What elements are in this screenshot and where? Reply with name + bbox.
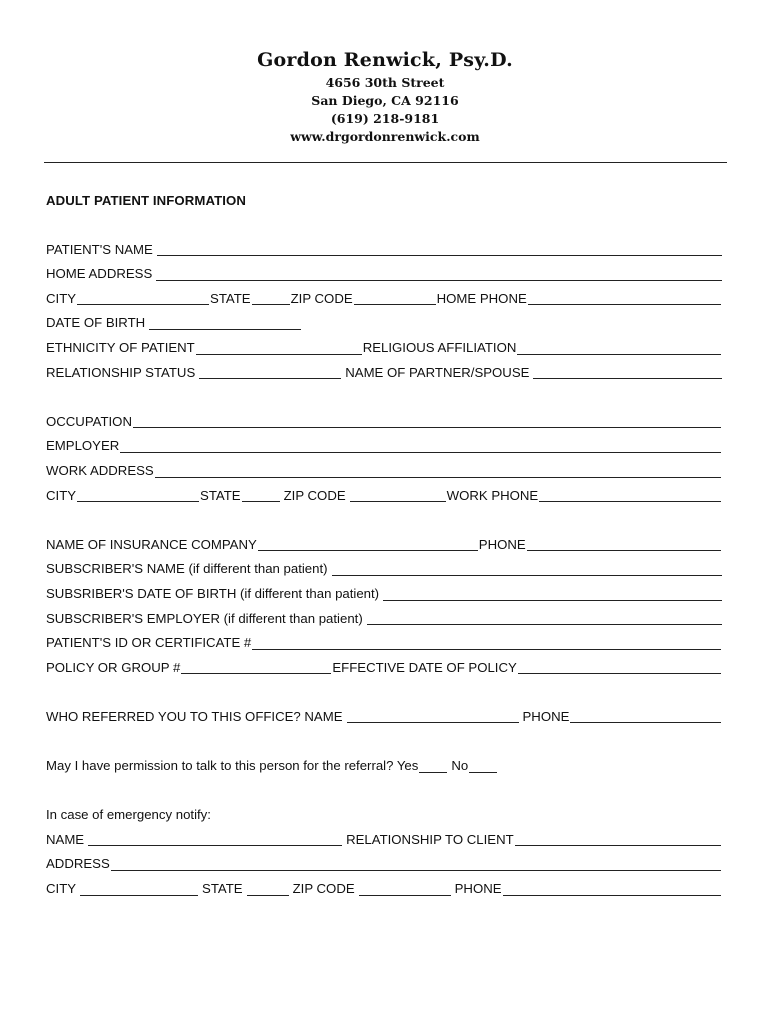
- emergency-phone-field[interactable]: [503, 889, 721, 896]
- spacer: [46, 779, 722, 804]
- patient-form: [46, 189, 722, 902]
- emergency-zip-field[interactable]: [359, 889, 451, 896]
- work-address-row: [46, 459, 722, 484]
- zip-field[interactable]: [354, 298, 436, 305]
- spacer: [46, 385, 722, 410]
- dob-label: DATE OF BIRTH: [46, 315, 146, 331]
- employer-label: EMPLOYER: [46, 438, 120, 454]
- work-state-label: STATE: [200, 487, 241, 503]
- spacer: [46, 680, 722, 705]
- subscriber-name-field[interactable]: [332, 569, 722, 576]
- city-field[interactable]: [77, 298, 209, 305]
- subscriber-dob-row: [46, 582, 722, 607]
- permission-row: [46, 754, 722, 779]
- home-phone-label: HOME PHONE: [436, 290, 527, 306]
- home-phone-field[interactable]: [528, 298, 721, 305]
- insurance-company-label: NAME OF INSURANCE COMPANY: [46, 536, 257, 552]
- website: www.drgordonrenwick.com: [290, 129, 480, 144]
- emergency-zip-label: ZIP CODE: [292, 881, 355, 897]
- emergency-address-field[interactable]: [111, 864, 721, 871]
- permission-no-field[interactable]: [469, 766, 497, 773]
- city-label: CITY: [46, 290, 77, 306]
- zip-label: ZIP CODE: [290, 290, 353, 306]
- work-zip-field[interactable]: [350, 495, 446, 502]
- occupation-label: OCCUPATION: [46, 413, 132, 429]
- subscriber-dob-label: SUBSRIBER'S DATE OF BIRTH (if different than patient): [46, 585, 380, 601]
- occupation-row: [46, 410, 722, 435]
- subscriber-name-label: SUBSCRIBER'S NAME (if different than patient): [46, 561, 328, 577]
- spacer: [46, 508, 722, 533]
- emergency-city-label: CITY: [46, 881, 77, 897]
- subscriber-name-row: [46, 557, 722, 582]
- emergency-name-label: NAME: [46, 831, 85, 847]
- insurance-company-row: [46, 533, 722, 558]
- street-address: 4656 30th Street: [325, 75, 445, 90]
- partner-label: NAME OF PARTNER/SPOUSE: [345, 364, 530, 380]
- partner-field[interactable]: [533, 372, 722, 379]
- ethnicity-label: ETHNICITY OF PATIENT: [46, 339, 195, 355]
- emergency-state-field[interactable]: [247, 889, 289, 896]
- referral-name-field[interactable]: [347, 716, 519, 723]
- patient-id-row: [46, 631, 722, 656]
- office-phone: (619) 218-9181: [330, 111, 440, 126]
- employer-field[interactable]: [120, 446, 721, 453]
- patient-name-label: PATIENT'S NAME: [46, 241, 153, 257]
- policy-row: [46, 656, 722, 681]
- home-address-row: [46, 262, 722, 287]
- patient-name-row: [46, 238, 722, 263]
- dob-field[interactable]: [149, 323, 301, 330]
- emergency-address-label: ADDRESS: [46, 856, 110, 872]
- work-address-label: WORK ADDRESS: [46, 462, 154, 478]
- insurance-company-field[interactable]: [258, 544, 478, 551]
- relationship-row: [46, 361, 722, 386]
- work-state-field[interactable]: [242, 495, 280, 502]
- form-title: ADULT PATIENT INFORMATION: [46, 193, 247, 208]
- subscriber-employer-field[interactable]: [367, 618, 722, 625]
- work-address-field[interactable]: [155, 471, 721, 478]
- religion-field[interactable]: [517, 348, 721, 355]
- emergency-city-row: [46, 877, 722, 902]
- home-address-label: HOME ADDRESS: [46, 266, 153, 282]
- relationship-status-label: RELATIONSHIP STATUS: [46, 364, 196, 380]
- emergency-phone-label: PHONE: [454, 881, 502, 897]
- permission-yes-field[interactable]: [419, 766, 447, 773]
- work-city-label: CITY: [46, 487, 77, 503]
- patient-city-row: [46, 287, 722, 312]
- ethnicity-field[interactable]: [196, 348, 362, 355]
- subscriber-employer-label: SUBSCRIBER'S EMPLOYER (if different than patient): [46, 610, 363, 626]
- emergency-state-label: STATE: [202, 881, 243, 897]
- spacer: [46, 213, 722, 238]
- employer-row: [46, 434, 722, 459]
- emergency-name-field[interactable]: [88, 839, 342, 846]
- insurance-phone-label: PHONE: [478, 536, 526, 552]
- emergency-relationship-field[interactable]: [515, 839, 721, 846]
- subscriber-employer-row: [46, 607, 722, 632]
- emergency-name-row: [46, 828, 722, 853]
- patient-id-label: PATIENT'S ID OR CERTIFICATE #: [46, 635, 252, 651]
- work-phone-field[interactable]: [539, 495, 721, 502]
- home-address-field[interactable]: [156, 274, 722, 281]
- state-field[interactable]: [252, 298, 290, 305]
- referral-name-label: WHO REFERRED YOU TO THIS OFFICE? NAME: [46, 708, 343, 724]
- patient-id-field[interactable]: [252, 643, 721, 650]
- state-label: STATE: [210, 290, 251, 306]
- city-state-zip: San Diego, CA 92116: [311, 93, 459, 108]
- header-divider: [44, 162, 727, 163]
- emergency-relationship-label: RELATIONSHIP TO CLIENT: [346, 831, 514, 847]
- work-zip-label: ZIP CODE: [283, 487, 346, 503]
- referral-phone-label: PHONE: [522, 708, 570, 724]
- permission-no-label: No: [451, 758, 469, 774]
- work-phone-label: WORK PHONE: [446, 487, 539, 503]
- policy-label: POLICY OR GROUP #: [46, 659, 181, 675]
- emergency-city-field[interactable]: [80, 889, 198, 896]
- ethnicity-row: [46, 336, 722, 361]
- religion-label: RELIGIOUS AFFILIATION: [362, 339, 517, 355]
- referral-row: [46, 705, 722, 730]
- referral-phone-field[interactable]: [570, 716, 721, 723]
- practitioner-name: Gordon Renwick, Psy.D.: [257, 49, 513, 71]
- spacer: [46, 729, 722, 754]
- policy-field[interactable]: [181, 667, 331, 674]
- subscriber-dob-field[interactable]: [383, 594, 722, 601]
- patient-name-field[interactable]: [157, 249, 722, 256]
- emergency-address-row: [46, 852, 722, 877]
- insurance-phone-field[interactable]: [527, 544, 721, 551]
- letterhead: [0, 46, 770, 146]
- occupation-field[interactable]: [133, 421, 721, 428]
- work-city-field[interactable]: [77, 495, 199, 502]
- dob-row: [46, 311, 722, 336]
- emergency-intro-row: [46, 803, 722, 828]
- effective-date-field[interactable]: [518, 667, 721, 674]
- work-city-row: [46, 484, 722, 509]
- relationship-status-field[interactable]: [199, 372, 341, 379]
- permission-question: May I have permission to talk to this person for the referral? Yes: [46, 758, 419, 774]
- effective-date-label: EFFECTIVE DATE OF POLICY: [332, 659, 517, 675]
- emergency-intro: In case of emergency notify:: [46, 807, 211, 823]
